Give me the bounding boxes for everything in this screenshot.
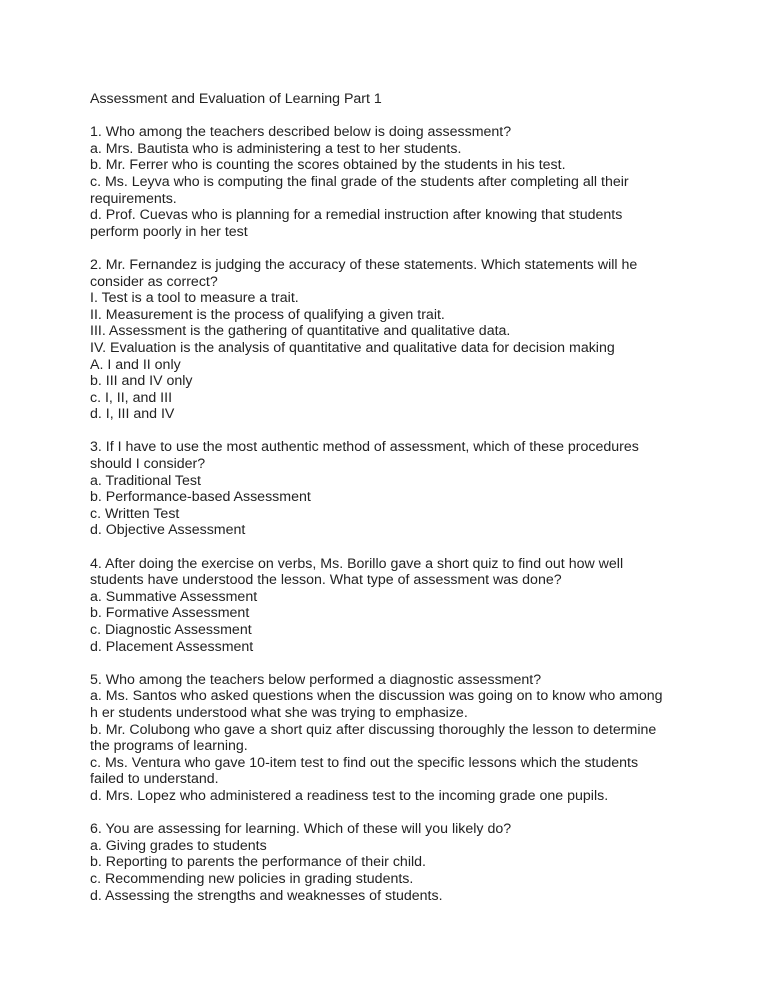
question-line: d. Mrs. Lopez who administered a readiness test to the incoming grade one pupils.	[90, 787, 609, 804]
question-6	[90, 821, 688, 904]
question-line: d. Objective Assessment	[90, 522, 246, 539]
question-line: d. Assessing the strengths and weaknesses of students.	[90, 887, 443, 904]
question-1	[90, 124, 688, 240]
question-list	[90, 124, 688, 904]
question-line: a. Summative Assessment	[90, 588, 258, 605]
question-line: failed to understand.	[90, 771, 219, 788]
question-line: consider as correct?	[90, 273, 218, 290]
question-line: b. Reporting to parents the performance of their child.	[90, 854, 426, 871]
question-line: III. Assessment is the gathering of quantitative and qualitative data.	[90, 323, 511, 340]
question-3	[90, 439, 688, 539]
question-2	[90, 257, 688, 423]
question-line: a. Ms. Santos who asked questions when the discussion was going on to know who among	[90, 688, 663, 705]
question-text: 1. Who among the teachers described below is doing assessment?	[90, 124, 512, 141]
question-line: should I consider?	[90, 456, 206, 473]
question-line: c. Ms. Ventura who gave 10-item test to find out the specific lessons which the students	[90, 754, 639, 771]
question-text: 6. You are assessing for learning. Which of these will you likely do?	[90, 821, 512, 838]
question-text: 4. After doing the exercise on verbs, Ms. Borillo gave a short quiz to find out how well	[90, 555, 624, 572]
question-line: I. Test is a tool to measure a trait.	[90, 290, 299, 307]
question-text: 3. If I have to use the most authentic method of assessment, which of these procedures	[90, 439, 639, 456]
question-line: II. Measurement is the process of qualifying a given trait.	[90, 306, 445, 323]
question-line: A. I and II only	[90, 356, 181, 373]
question-line: a. Traditional Test	[90, 472, 201, 489]
question-line: b. III and IV only	[90, 373, 193, 390]
question-line: b. Performance-based Assessment	[90, 489, 311, 506]
question-line: b. Mr. Colubong who gave a short quiz after discussing thoroughly the lesson to determine	[90, 721, 657, 738]
question-line: c. Written Test	[90, 505, 180, 522]
question-line: the programs of learning.	[90, 738, 248, 755]
question-line: b. Formative Assessment	[90, 605, 250, 622]
question-text: 5. Who among the teachers below performed a diagnostic assessment?	[90, 671, 542, 688]
question-line: c. Diagnostic Assessment	[90, 622, 252, 638]
question-line: a. Mrs. Bautista who is administering a test to her students.	[90, 140, 462, 157]
question-line: IV. Evaluation is the analysis of quantitative and qualitative data for decision making	[90, 339, 615, 356]
question-line: c. Recommending new policies in grading students.	[90, 870, 414, 887]
question-line: c. I, II, and III	[90, 389, 173, 406]
question-line: b. Mr. Ferrer who is counting the scores obtained by the students in his test.	[90, 157, 566, 174]
question-4	[90, 556, 688, 656]
question-line: students have understood the lesson. What type of assessment was done?	[90, 572, 562, 589]
question-line: c. Ms. Leyva who is computing the final grade of the students after completing all their	[90, 173, 629, 190]
question-line: d. Placement Assessment	[90, 638, 254, 655]
question-5	[90, 672, 688, 805]
question-line: d. Prof. Cuevas who is planning for a remedial instruction after knowing that students	[90, 207, 623, 224]
question-line: a. Giving grades to students	[90, 837, 267, 854]
question-line: perform poorly in her test	[90, 223, 248, 240]
question-line: h er students understood what she was trying to emphasize.	[90, 704, 468, 721]
document-title: Assessment and Evaluation of Learning Part 1	[90, 91, 382, 107]
question-text: 2. Mr. Fernandez is judging the accuracy of these statements. Which statements will he	[90, 256, 638, 273]
question-line: requirements.	[90, 190, 177, 207]
question-line: d. I, III and IV	[90, 406, 175, 423]
